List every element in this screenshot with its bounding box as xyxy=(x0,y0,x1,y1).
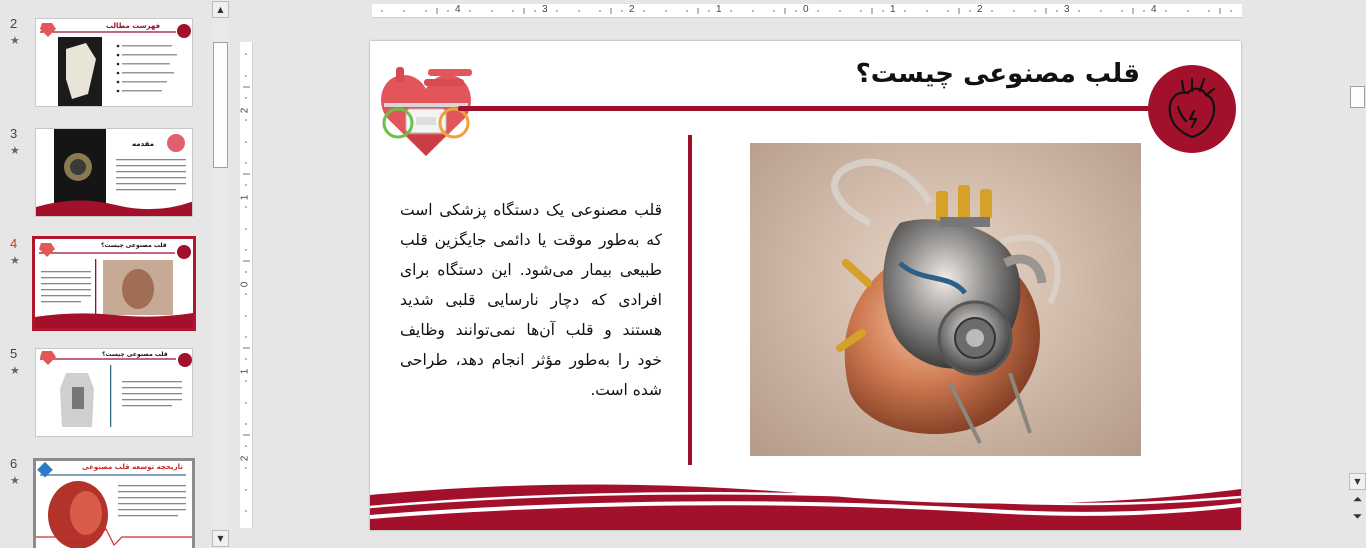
ruler-label: 1 xyxy=(239,368,251,375)
decorative-wave-footer xyxy=(370,477,1241,530)
anatomical-heart-icon xyxy=(1148,65,1236,153)
ruler-label: 2 xyxy=(239,455,251,462)
slide-thumbnail-pane xyxy=(0,0,212,548)
slide-title[interactable]: قلب مصنوعی چیست؟ xyxy=(855,59,1140,89)
scroll-up-button[interactable]: ▲ xyxy=(212,1,229,18)
slide-number: 6 xyxy=(10,456,18,471)
scrollbar-thumb[interactable] xyxy=(1350,86,1365,108)
ruler-label: 4 xyxy=(1151,4,1157,15)
slide-body-text[interactable]: قلب مصنوعی یک دستگاه پزشکی است که به‌طور موقت یا دائمی جایگزین قلب طبیعی بیمار می‌شود. این دستگاه برای افرادی که دچار نارسایی قلبی شدید هستند و قلب آن‌ها نمی‌توانند وظایف خود را به‌طور مؤثر انجام دهد، طراحی شده است. xyxy=(400,201,662,399)
animation-star-icon: ★ xyxy=(10,34,20,47)
ruler-label: 2 xyxy=(629,4,635,15)
slide-number: 4 xyxy=(10,236,18,251)
ruler-label: 1 xyxy=(239,194,251,201)
ruler-label: 1 xyxy=(890,4,896,15)
slide-thumbnail-image[interactable] xyxy=(35,128,193,217)
thumbnail-scrollbar[interactable] xyxy=(212,0,229,548)
ruler-label: 0 xyxy=(239,281,251,288)
animation-star-icon: ★ xyxy=(10,364,20,377)
ruler-label: 4 xyxy=(455,4,461,15)
slide-thumbnail-image[interactable] xyxy=(32,236,196,331)
animation-star-icon: ★ xyxy=(10,254,20,267)
editor-scrollbar[interactable] xyxy=(1349,0,1366,548)
scrollbar-thumb[interactable] xyxy=(213,42,228,168)
title-underline xyxy=(458,106,1158,111)
ruler-label: 3 xyxy=(542,4,548,15)
slide-thumbnail-image[interactable] xyxy=(35,348,193,437)
thumbnail-title: تاریخچه توسعه قلب مصنوعی xyxy=(82,463,183,471)
next-slide-button[interactable]: ⏷ xyxy=(1349,509,1366,526)
thumbnail-title: فهرست مطالب xyxy=(106,22,161,30)
scroll-down-button[interactable]: ▼ xyxy=(212,530,229,547)
vertical-divider xyxy=(688,135,692,465)
ruler-label: 1 xyxy=(716,4,722,15)
thumbnail-title: قلب مصنوعی چیست؟ xyxy=(101,242,167,249)
scroll-down-button[interactable]: ▼ xyxy=(1349,473,1366,490)
artificial-heart-photo[interactable] xyxy=(750,143,1141,456)
slide-number: 3 xyxy=(10,126,18,141)
vertical-ruler xyxy=(240,42,253,528)
ruler-label: 0 xyxy=(803,4,809,15)
slide-thumbnail-image[interactable] xyxy=(33,458,195,548)
previous-slide-button[interactable]: ⏶ xyxy=(1349,492,1366,509)
slide-number: 2 xyxy=(10,16,18,31)
thumbnail-title: قلب مصنوعی چیست؟ xyxy=(102,351,168,358)
ruler-label: 3 xyxy=(1064,4,1070,15)
slide-thumbnail-image[interactable] xyxy=(35,18,193,107)
artificial-heart-logo-icon xyxy=(376,61,476,161)
horizontal-ruler xyxy=(372,4,1242,18)
animation-star-icon: ★ xyxy=(10,474,20,487)
slide-number: 5 xyxy=(10,346,18,361)
animation-star-icon: ★ xyxy=(10,144,20,157)
slide-canvas[interactable] xyxy=(370,41,1241,530)
mechanical-heart-illustration xyxy=(750,143,1141,456)
ruler-label: 2 xyxy=(977,4,983,15)
heart-badge xyxy=(1148,65,1236,153)
ruler-label: 2 xyxy=(239,107,251,114)
thumbnail-title: مقدمه xyxy=(132,140,154,148)
